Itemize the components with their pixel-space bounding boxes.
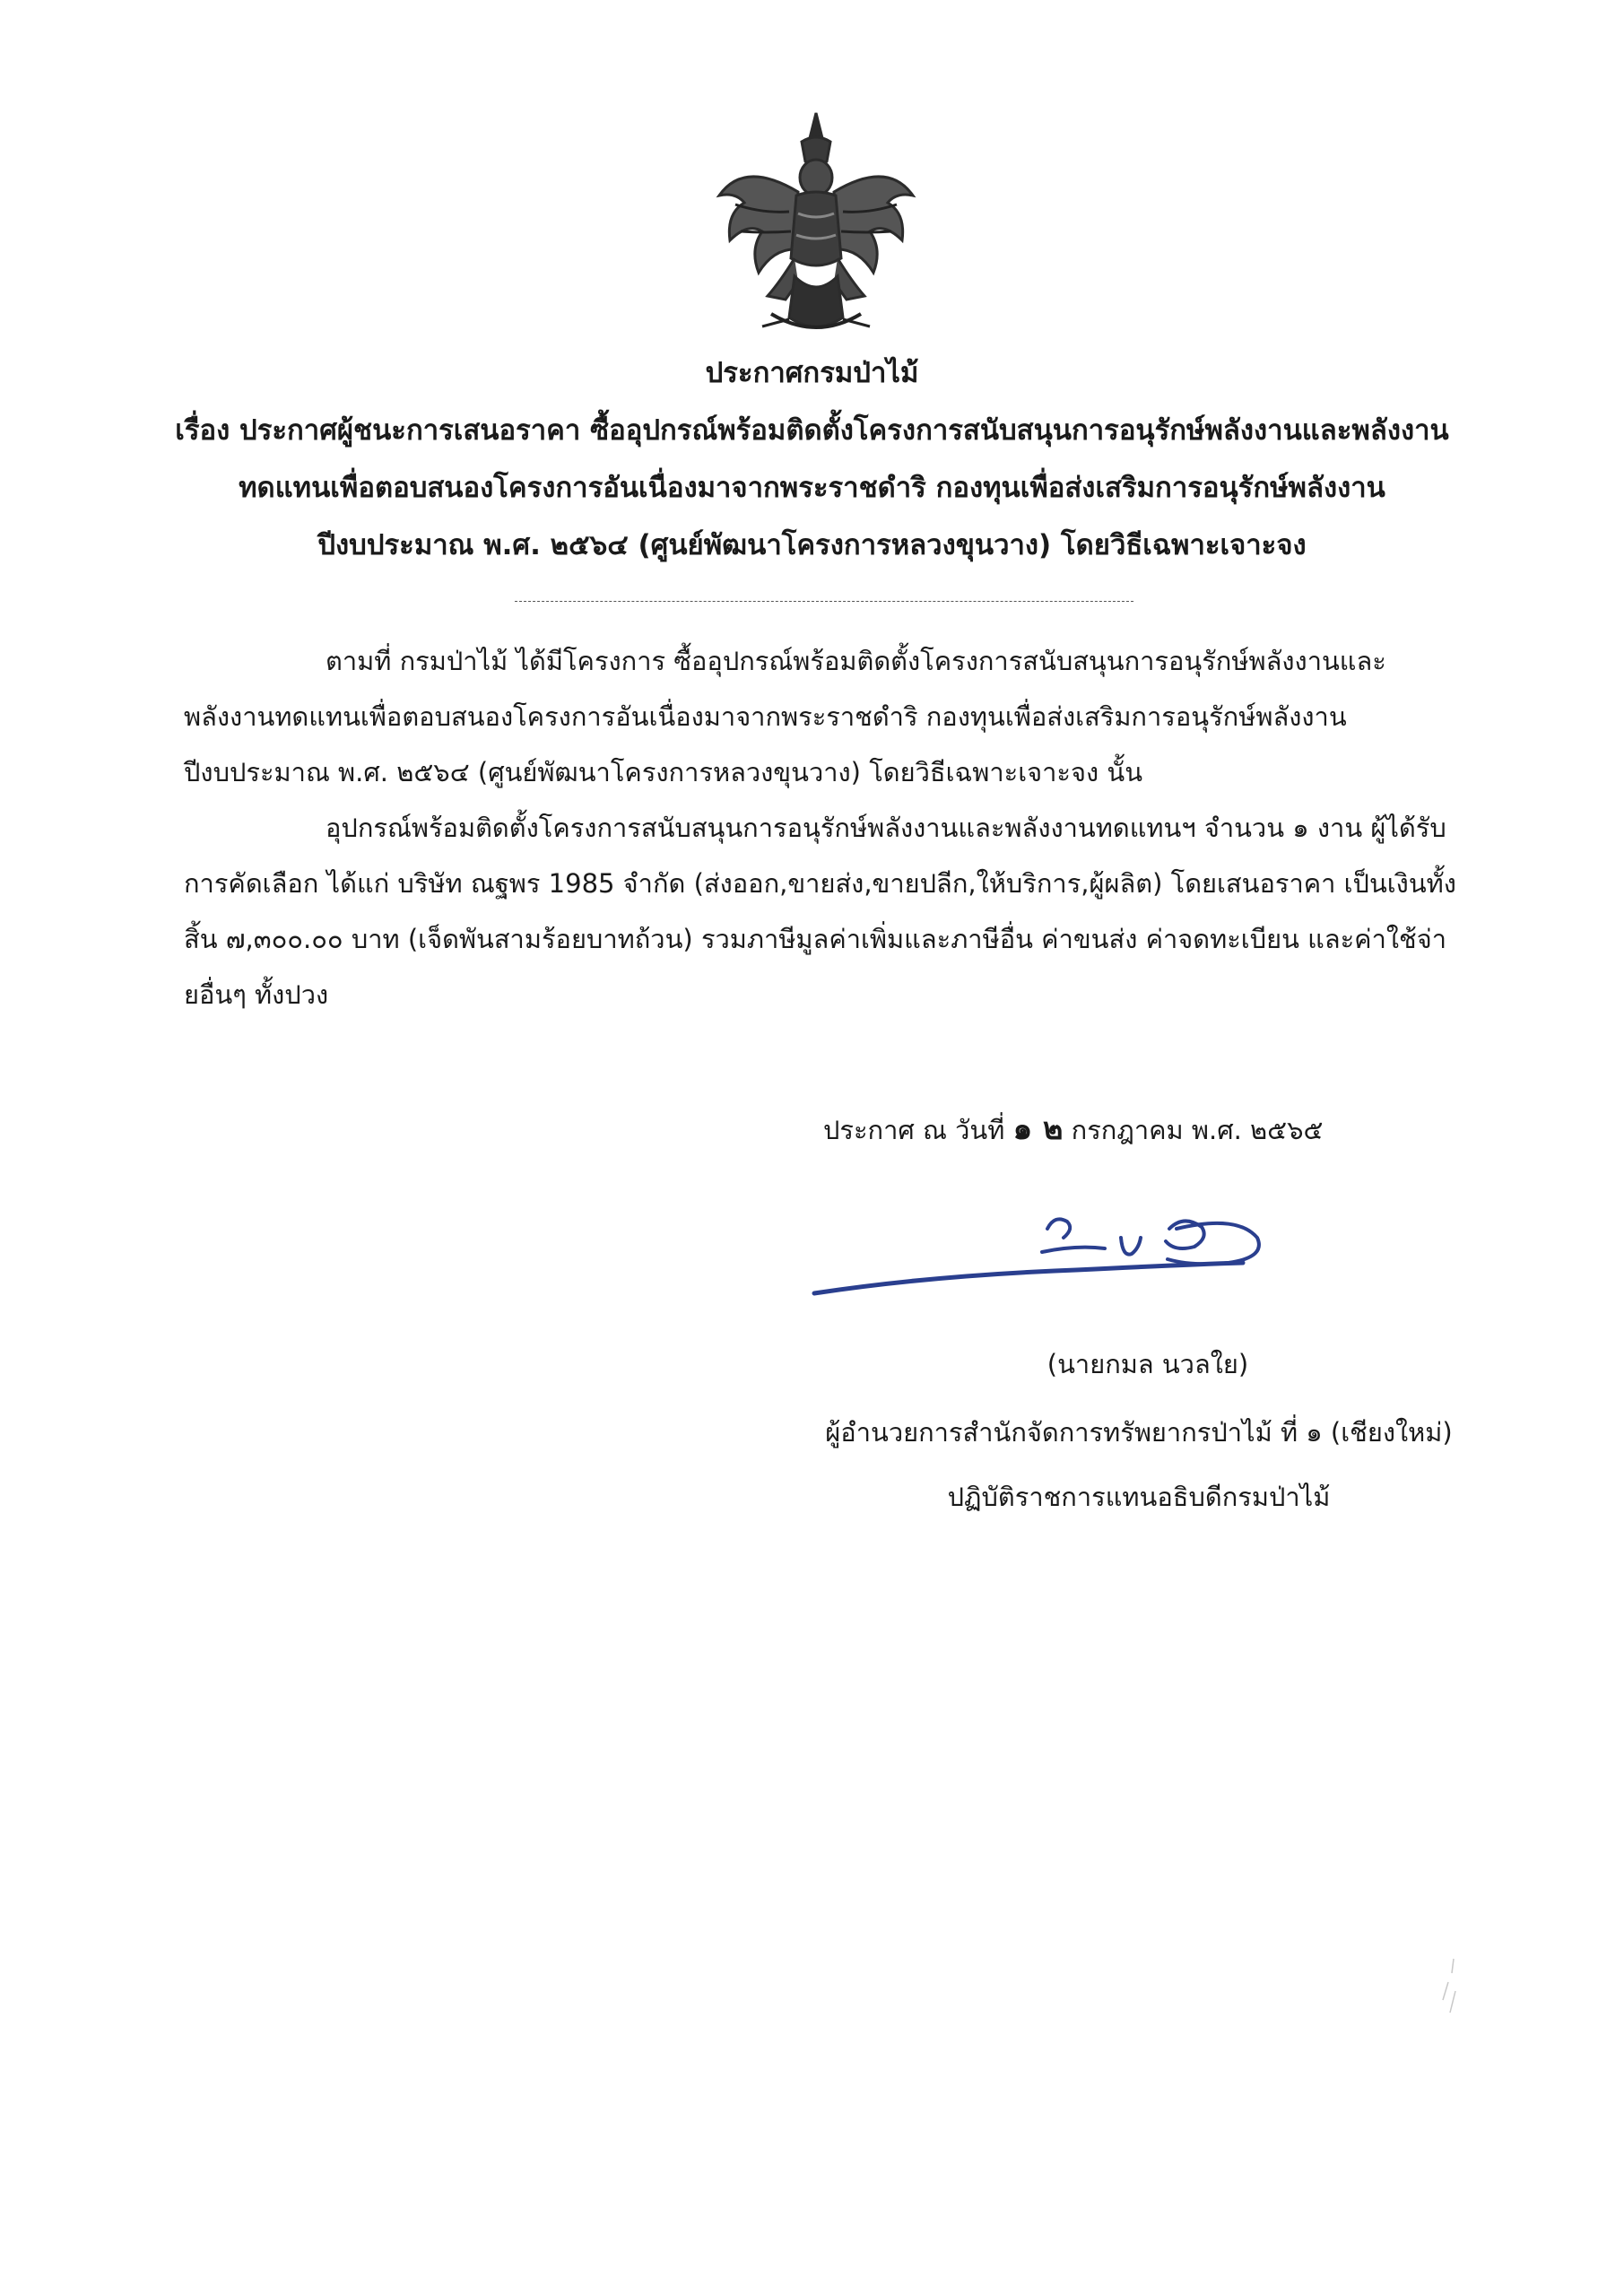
header-divider <box>515 601 1133 602</box>
date-day: ๑ ๒ <box>1012 1111 1064 1147</box>
paragraph2-line-3: สิ้น ๗,๓๐๐.๐๐ บาท (เจ็ดพันสามร้อยบาทถ้วน) รวมภาษีมูลค่าเพิ่มและภาษีอื่น ค่าขนส่ง ค่าจดทะเบียน และค่าใช้จ่า <box>184 924 1446 954</box>
announcement-date <box>823 1101 1323 1158</box>
scan-speck <box>1436 1955 1463 2018</box>
signer-title: ผู้อำนวยการสำนักจัดการทรัพยากรป่าไม้ ที่ ๑ (เชียงใหม่) <box>825 1417 1453 1448</box>
subject-line-2: ทดแทนเพื่อตอบสนองโครงการอันเนื่องมาจากพระราชดำริ กองทุนเพื่อส่งเสริมการอนุรักษ์พลังงาน <box>239 472 1385 504</box>
signer-name: (นายกมล นวลใย) <box>1046 1349 1249 1379</box>
date-month-year: กรกฎาคม พ.ศ. ๒๕๖๕ <box>1071 1115 1324 1145</box>
handwritten-signature-icon <box>807 1202 1273 1327</box>
document-title: ประกาศกรมป่าไม้ <box>705 357 919 389</box>
paragraph-background <box>184 633 1457 800</box>
paragraph2-line-2: การคัดเลือก ได้แก่ บริษัท ณฐพร 1985 จำกัด (ส่งออก,ขายส่ง,ขายปลีก,ให้บริการ,ผู้ผลิต) โดยเสนอราคา เป็นเงินทั้ง <box>184 868 1456 899</box>
paragraph1-line-1: ตามที่ กรมป่าไม้ ได้มีโครงการ ซื้ออุปกรณ์พร้อมติดตั้งโครงการสนับสนุนการอนุรักษ์พลังงานและ <box>326 646 1386 676</box>
date-prefix: ประกาศ ณ วันที่ <box>823 1115 1005 1145</box>
subject-line-3: ปีงบประมาณ พ.ศ. ๒๕๖๔ (ศูนย์พัฒนาโครงการหลวงขุนวาง) โดยวิธีเฉพาะเจาะจง <box>317 529 1307 561</box>
subject-line-1: เรื่อง ประกาศผู้ชนะการเสนอราคา ซื้ออุปกรณ์พร้อมติดตั้งโครงการสนับสนุนการอนุรักษ์พลังงานและพลังงาน <box>175 414 1449 447</box>
garuda-emblem-icon <box>708 106 924 341</box>
paragraph2-line-4: ยอื่นๆ ทั้งปวง <box>184 979 329 1010</box>
document-subject <box>126 402 1498 574</box>
paragraph-winner <box>184 800 1457 1022</box>
signer-role: ปฏิบัติราชการแทนอธิบดีกรมป่าไม้ <box>947 1482 1331 1512</box>
paragraph2-line-1: อุปกรณ์พร้อมติดตั้งโครงการสนับสนุนการอนุรักษ์พลังงานและพลังงานทดแทนฯ จำนวน ๑ งาน ผู้ได้รับ <box>326 813 1446 843</box>
paragraph1-line-2: พลังงานทดแทนเพื่อตอบสนองโครงการอันเนื่องมาจากพระราชดำริ กองทุนเพื่อส่งเสริมการอนุรักษ์พลังงาน <box>184 701 1347 732</box>
paragraph1-line-3: ปีงบประมาณ พ.ศ. ๒๕๖๔ (ศูนย์พัฒนาโครงการหลวงขุนวาง) โดยวิธีเฉพาะเจาะจง นั้น <box>184 757 1143 787</box>
